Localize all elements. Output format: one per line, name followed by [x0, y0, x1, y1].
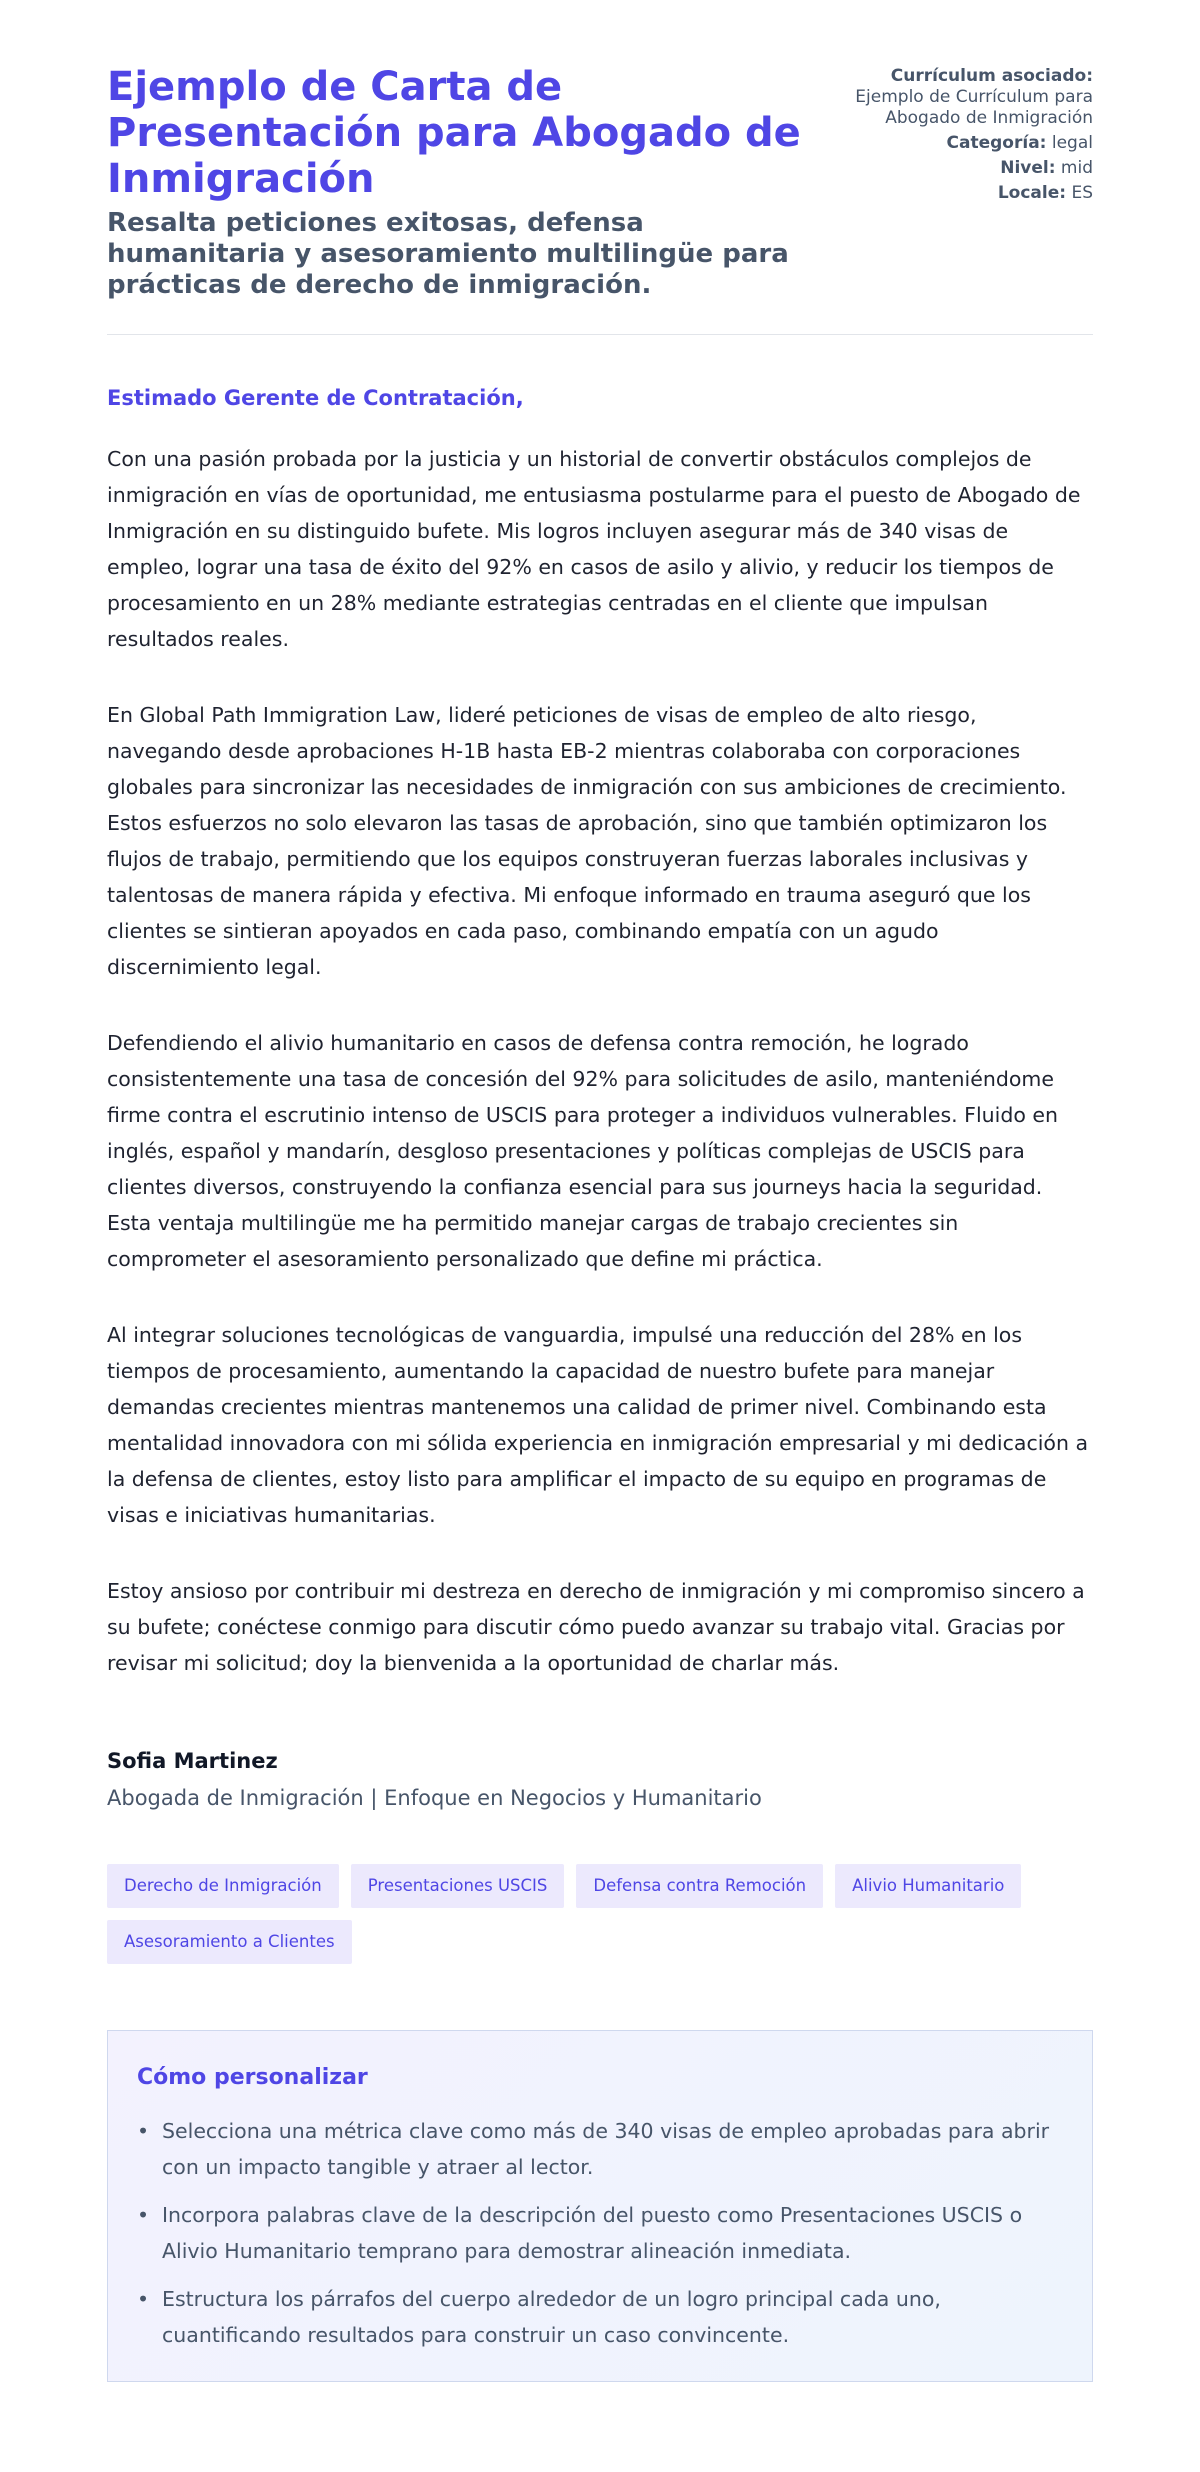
page-title: Ejemplo de Carta de Presentación para Abogado de Inmigración: [107, 64, 801, 202]
skill-tag: Asesoramiento a Clientes: [107, 1920, 352, 1964]
locale-value: ES: [1071, 183, 1093, 203]
associated-resume-row: [807, 66, 1093, 129]
skill-tag: Alivio Humanitario: [835, 1864, 1021, 1908]
tips-title: Cómo personalizar: [137, 2065, 368, 2090]
letter-paragraph-2: En Global Path Immigration Law, lideré peticiones de visas de empleo de alto riesgo, navegando desde aprobaciones H-1B hasta EB-2 mientras colaboraba con corporaciones globales para sincronizar las necesidades de inmigración con sus ambiciones de crecimiento. Estos esfuerzos no solo elevaron las tasas de aprobación, sino que también optimizaron los flujos de trabajo, permitiendo que los equipos construyeran fuerzas laborales inclusivas y talentosas de manera rápida y efectiva. Mi enfoque informado en trauma aseguró que los clientes se sintieran apoyados en cada paso, combinando empatía con un agudo discernimiento legal.: [107, 703, 1067, 979]
document-header: [107, 64, 1093, 301]
tip-text: Selecciona una métrica clave como más de 340 visas de empleo aprobadas para abrir con un impacto tangible y atraer al lector.: [162, 2119, 1050, 2179]
skill-tag: Presentaciones USCIS: [351, 1864, 565, 1908]
level-label: Nivel:: [1000, 158, 1056, 178]
level-value: mid: [1060, 158, 1093, 178]
level-row: [807, 158, 1093, 179]
header-divider: [107, 334, 1093, 335]
tips-list: [137, 2113, 1063, 2353]
title-block: [107, 64, 807, 301]
letter-paragraph-3: Defendiendo el alivio humanitario en casos de defensa contra remoción, he logrado consistentemente una tasa de concesión del 92% para solicitudes de asilo, manteniéndome firme contra el escrutinio intenso de USCIS para proteger a individuos vulnerables. Fluido en inglés, español y mandarín, desgloso presentaciones y políticas complejas de USCIS para clientes diversos, construyendo la confianza esencial para sus journeys hacia la seguridad. Esta ventaja multilingüe me ha permitido manejar cargas de trabajo crecientes sin comprometer el asesoramiento personalizado que define mi práctica.: [107, 1031, 1059, 1271]
category-row: [807, 133, 1093, 154]
skill-tags: [107, 1864, 1093, 1964]
signature-name: Sofia Martinez: [107, 1749, 278, 1773]
category-label: Categoría:: [946, 133, 1047, 153]
tip-item: [137, 2197, 1063, 2269]
letter-paragraph-4: Al integrar soluciones tecnológicas de vanguardia, impulsé una reducción del 28% en los tiempos de procesamiento, aumentando la capacidad de nuestro bufete para manejar demandas crecientes mientras mantenemos una calidad de primer nivel. Combinando esta mentalidad innovadora con mi sólida experiencia en inmigración empresarial y mi dedicación a la defensa de clientes, estoy listo para amplificar el impacto de su equipo en programas de visas e iniciativas humanitarias.: [107, 1323, 1089, 1527]
document-metadata: [807, 64, 1093, 208]
associated-resume-value: Ejemplo de Currículum para Abogado de Inmigración: [855, 87, 1093, 128]
tip-item: [137, 2113, 1063, 2185]
associated-resume-label: Currículum asociado:: [890, 66, 1093, 86]
category-value: legal: [1051, 133, 1093, 153]
letter-greeting: Estimado Gerente de Contratación,: [107, 386, 524, 410]
skill-tag: Derecho de Inmigración: [107, 1864, 339, 1908]
letter-paragraph-1: Con una pasión probada por la justicia y un historial de convertir obstáculos complejos de inmigración en vías de oportunidad, me entusiasma postularme para el puesto de Abogado de Inmigración en su distinguido bufete. Mis logros incluyen asegurar más de 340 visas de empleo, lograr una tasa de éxito del 92% en casos de asilo y alivio, y reducir los tiempos de procesamiento en un 28% mediante estrategias centradas en el cliente que impulsan resultados reales.: [107, 447, 1081, 651]
customization-tips-box: [107, 2030, 1093, 2382]
locale-label: Locale:: [997, 183, 1067, 203]
tip-item: [137, 2281, 1063, 2353]
tip-text: Incorpora palabras clave de la descripción del puesto como Presentaciones USCIS o Alivio Humanitario temprano para demostrar alineación inmediata.: [162, 2203, 1023, 2263]
skill-tag: Defensa contra Remoción: [576, 1864, 823, 1908]
letter-paragraph-5: Estoy ansioso por contribuir mi destreza en derecho de inmigración y mi compromiso sincero a su bufete; conéctese conmigo para discutir cómo puedo avanzar su trabajo vital. Gracias por revisar mi solicitud; doy la bienvenida a la oportunidad de charlar más.: [107, 1579, 1085, 1675]
bullet-icon: •: [137, 2287, 150, 2311]
letter-body: [107, 384, 1093, 1812]
bullet-icon: •: [137, 2119, 150, 2143]
tip-text: Estructura los párrafos del cuerpo alrededor de un logro principal cada uno, cuantificando resultados para construir un caso convincente.: [162, 2287, 941, 2347]
bullet-icon: •: [137, 2203, 150, 2227]
locale-row: [807, 183, 1093, 204]
signature-title: Abogada de Inmigración | Enfoque en Negocios y Humanitario: [107, 1786, 762, 1810]
page-subtitle: Resalta peticiones exitosas, defensa humanitaria y asesoramiento multilingüe para prácticas de derecho de inmigración.: [107, 208, 789, 300]
